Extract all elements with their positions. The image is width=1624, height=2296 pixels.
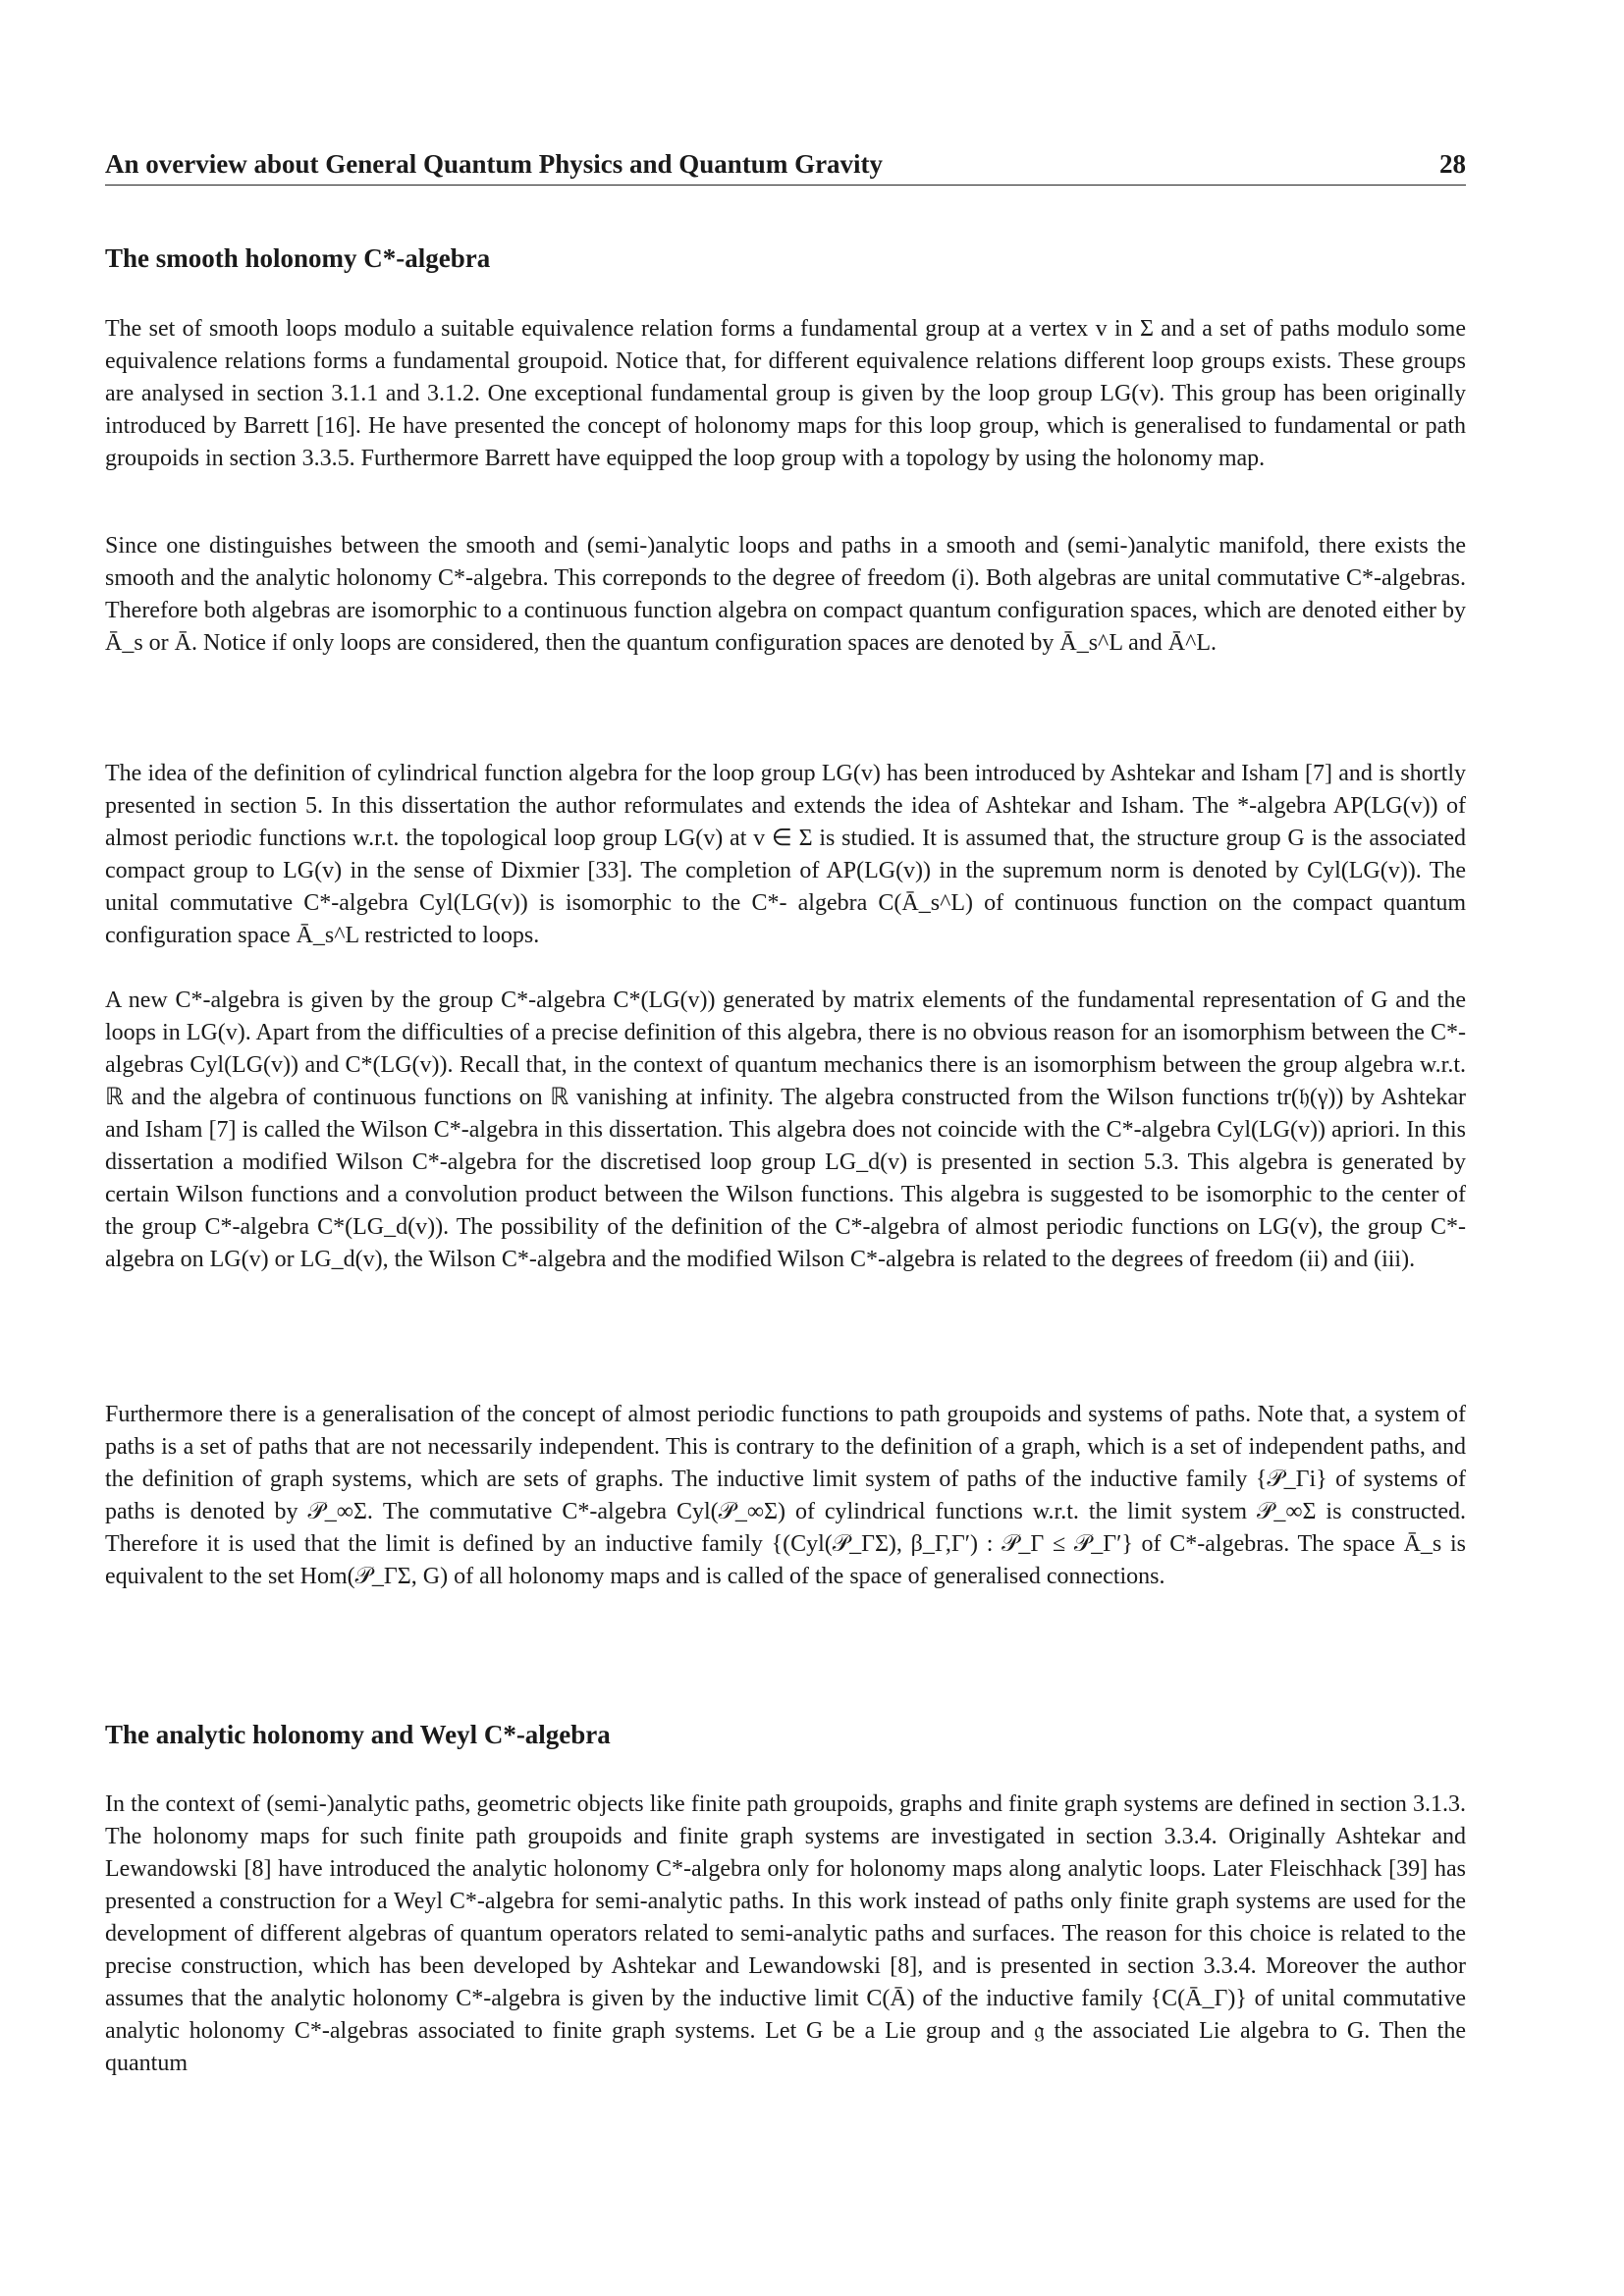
paragraph: The idea of the definition of cylindrical function algebra for the loop group LG(v) has been introduced by Ashtekar and Isham [7] and is shortly presented in section 5. In this dissertation the author reformulates and extends the idea of Ashtekar and Isham. The *-algebra AP(LG(v)) of almost periodic functions w.r.t. the topological loop group LG(v) at v ∈ Σ is studied. It is assumed that, the structure group G is the associated compact group to LG(v) in the sense of Dixmier [33]. The completion of AP(LG(v)) in the supremum norm is denoted by Cyl(LG(v)). The unital commutative C*-algebra Cyl(LG(v)) is isomorphic to the C*- algebra C(Ā_s^L) of continuous function on the compact quantum configuration space Ā_s^L restricted to loops. bbox=[105, 761, 1466, 948]
section-title-analytic-holonomy: The analytic holonomy and Weyl C*-algebra bbox=[105, 1720, 611, 1749]
header-title: An overview about General Quantum Physics and Quantum Gravity bbox=[105, 149, 884, 179]
paragraph: In the context of (semi-)analytic paths, geometric objects like finite path groupoids, graphs and finite graph systems are defined in section 3.1.3. The holonomy maps for such finite path groupoids and finite graph systems are investigated in section 3.3.4. Originally Ashtekar and Lewandowski [8] have introduced the analytic holonomy C*-algebra only for holonomy maps along analytic loops. Later Fleischhack [39] has presented a construction for a Weyl C*-algebra for semi-analytic paths. In this work instead of paths only finite graph systems are used for the development of different algebras of quantum operators related to semi-analytic paths and surfaces. The reason for this choice is related to the precise construction, which has been developed by Ashtekar and Lewandowski [8], and is presented in section 3.3.4. Moreover the author assumes that the analytic holonomy C*-algebra is given by the inductive limit C(Ā) of the inductive family {C(Ā_Γ)} of unital commutative analytic holonomy C*-algebras associated to finite graph systems. Let G be a Lie group and 𝔤 the associated Lie algebra to G. Then the quantum bbox=[105, 1791, 1466, 2076]
paragraph: Since one distinguishes between the smooth and (semi-)analytic loops and paths in a smooth and (semi-)analytic manifold, there exists the smooth and the analytic holonomy C*-algebra. This correponds to the degree of freedom (i). Both algebras are unital commutative C*-algebras. Therefore both algebras are isomorphic to a continuous function algebra on compact quantum configuration spaces, which are denoted either by Ā_s or Ā. Notice if only loops are considered, then the quantum configuration spaces are denoted by Ā_s^L and Ā^L. bbox=[105, 533, 1466, 656]
paragraph: A new C*-algebra is given by the group C*-algebra C*(LG(v)) generated by matrix elements of the fundamental representation of G and the loops in LG(v). Apart from the difficulties of a precise definition of this algebra, there is no obvious reason for an isomorphism between the C*-algebras Cyl(LG(v)) and C*(LG(v)). Recall that, in the context of quantum mechanics there is an isomorphism between the group algebra w.r.t. ℝ and the algebra of continuous functions on ℝ vanishing at infinity. The algebra constructed from the Wilson functions tr(𝔥(γ)) by Ashtekar and Isham [7] is called the Wilson C*-algebra in this dissertation. This algebra does not coincide with the C*-algebra Cyl(LG(v)) apriori. In this dissertation a modified Wilson C*-algebra for the discretised loop group LG_d(v) is presented in section 5.3. This algebra is generated by certain Wilson functions and a convolution product between the Wilson functions. This algebra is suggested to be isomorphic to the center of the group C*-algebra C*(LG_d(v)). The possibility of the definition of the C*-algebra of almost periodic functions on LG(v), the group C*-algebra on LG(v) or LG_d(v), the Wilson C*-algebra and the modified Wilson C*-algebra is related to the degrees of freedom (ii) and (iii). bbox=[105, 988, 1466, 1272]
running-header bbox=[105, 149, 1466, 186]
paragraph: Furthermore there is a generalisation of the concept of almost periodic functions to path groupoids and systems of paths. Note that, a system of paths is a set of paths that are not necessarily independent. This is contrary to the definition of a graph, which is a set of independent paths, and the definition of graph systems, which are sets of graphs. The inductive limit system of paths of the inductive family {𝒫_Γi} of systems of paths is denoted by 𝒫_∞Σ. The commutative C*-algebra Cyl(𝒫_∞Σ) of cylindrical functions w.r.t. the limit system 𝒫_∞Σ is constructed. Therefore it is used that the limit is defined by an inductive family {(Cyl(𝒫_ΓΣ), β_Γ,Γ′) : 𝒫_Γ ≤ 𝒫_Γ′} of C*-algebras. The space Ā_s is equivalent to the set Hom(𝒫_ΓΣ, G) of all holonomy maps and is called of the space of generalised connections. bbox=[105, 1402, 1466, 1589]
page-number: 28 bbox=[1439, 149, 1466, 179]
section-title-smooth-holonomy: The smooth holonomy C*-algebra bbox=[105, 243, 491, 273]
paragraph: The set of smooth loops modulo a suitable equivalence relation forms a fundamental group at a vertex v in Σ and a set of paths modulo some equivalence relations forms a fundamental groupoid. Notice that, for different equivalence relations different loop groups exists. These groups are analysed in section 3.1.1 and 3.1.2. One exceptional fundamental group is given by the loop group LG(v). This group has been originally introduced by Barrett [16]. He have presented the concept of holonomy maps for this loop group, which is generalised to fundamental or path groupoids in section 3.3.5. Furthermore Barrett have equipped the loop group with a topology by using the holonomy map. bbox=[105, 316, 1466, 471]
